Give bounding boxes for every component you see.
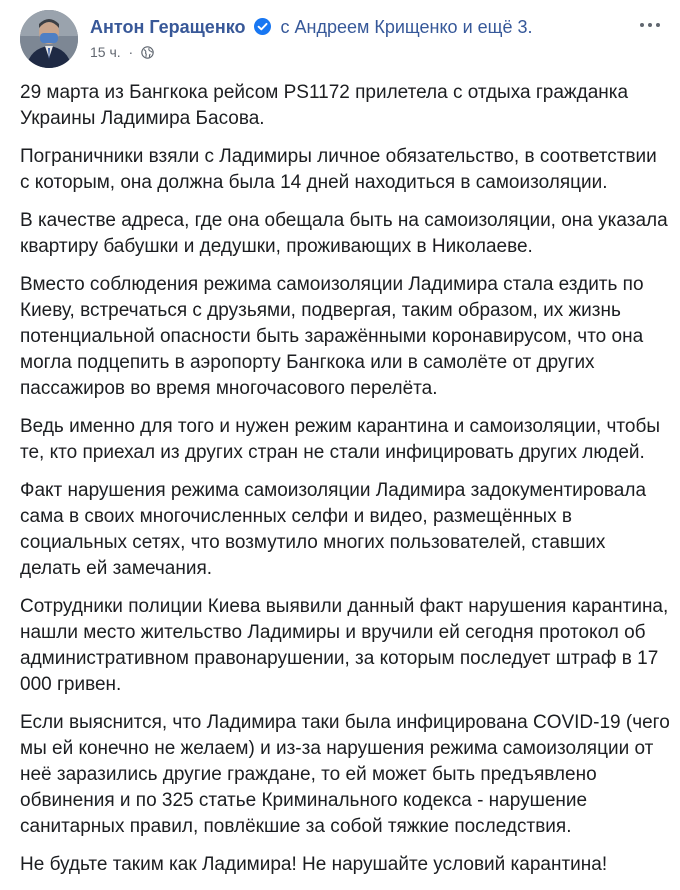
verified-badge-icon — [254, 18, 271, 35]
tagged-people-link[interactable]: Андреем Крищенко и ещё 3. — [294, 17, 533, 37]
post-paragraph: Сотрудники полиции Киева выявили данный факт нарушения карантина, нашли место жительство Ладимиры и вручили ей сегодня протокол об административном правонарушении, за которым последует штраф в 17 000 гривен. — [20, 596, 669, 695]
avatar-photo — [20, 10, 78, 68]
author-line — [90, 16, 532, 38]
author-name[interactable]: Антон Геращенко — [90, 17, 246, 37]
post-timestamp[interactable]: 15 ч. — [90, 44, 121, 60]
post-paragraph: Не будьте таким как Ладимира! Не нарушайте условий карантина! — [20, 854, 608, 875]
with-label: с — [280, 17, 290, 37]
post-paragraph: Вместо соблюдения режима самоизоляции Ладимира стала ездить по Киеву, встречаться с друзьями, подвергая, таким образом, их жизнь потенциальной опасности быть заражёнными коронавирусом, что она могла подцепить в аэропорту Бангкока или в самолёте от других пассажиров во время многочасового перелёта. — [20, 274, 644, 399]
post-paragraph: Если выяснится, что Ладимира таки была инфицирована COVID-19 (чего мы ей конечно не желаем) и из-за нарушения режима самоизоляции от неё заразились другие граждане, то ей может быть предъявлено обвинения и по 325 статье Криминального кодекса - нарушение санитарных правил, повлёкшие за собой тяжкие последствия. — [20, 712, 670, 837]
author-avatar[interactable] — [20, 10, 78, 68]
post-paragraph: 29 марта из Бангкока рейсом PS1172 прилетела с отдыха гражданка Украины Ладимира Басова. — [20, 82, 629, 129]
post-header — [20, 10, 670, 68]
more-options-icon[interactable] — [638, 14, 662, 36]
globe-icon[interactable] — [141, 46, 154, 59]
post-body — [20, 80, 670, 890]
post-paragraph: Факт нарушения режима самоизоляции Ладимира задокументировала сама в своих многочисленных селфи и видео, размещённых в социальных сетях, что возмутило многих пользователей, ставших делать ей замечания. — [20, 480, 647, 579]
post-paragraph: Ведь именно для того и нужен режим карантина и самоизоляции, чтобы те, кто приехал из других стран не стали инфицировать других людей. — [20, 416, 661, 463]
meta-separator: · — [128, 44, 134, 60]
post-meta — [90, 44, 154, 60]
post-paragraph: В качестве адреса, где она обещала быть на самоизоляции, она указала квартиру бабушки и дедушки, проживающих в Николаеве. — [20, 210, 668, 257]
post-paragraph: Пограничники взяли с Ладимиры личное обязательство, в соответствии с которым, она должна была 14 дней находиться в самоизоляции. — [20, 146, 657, 193]
